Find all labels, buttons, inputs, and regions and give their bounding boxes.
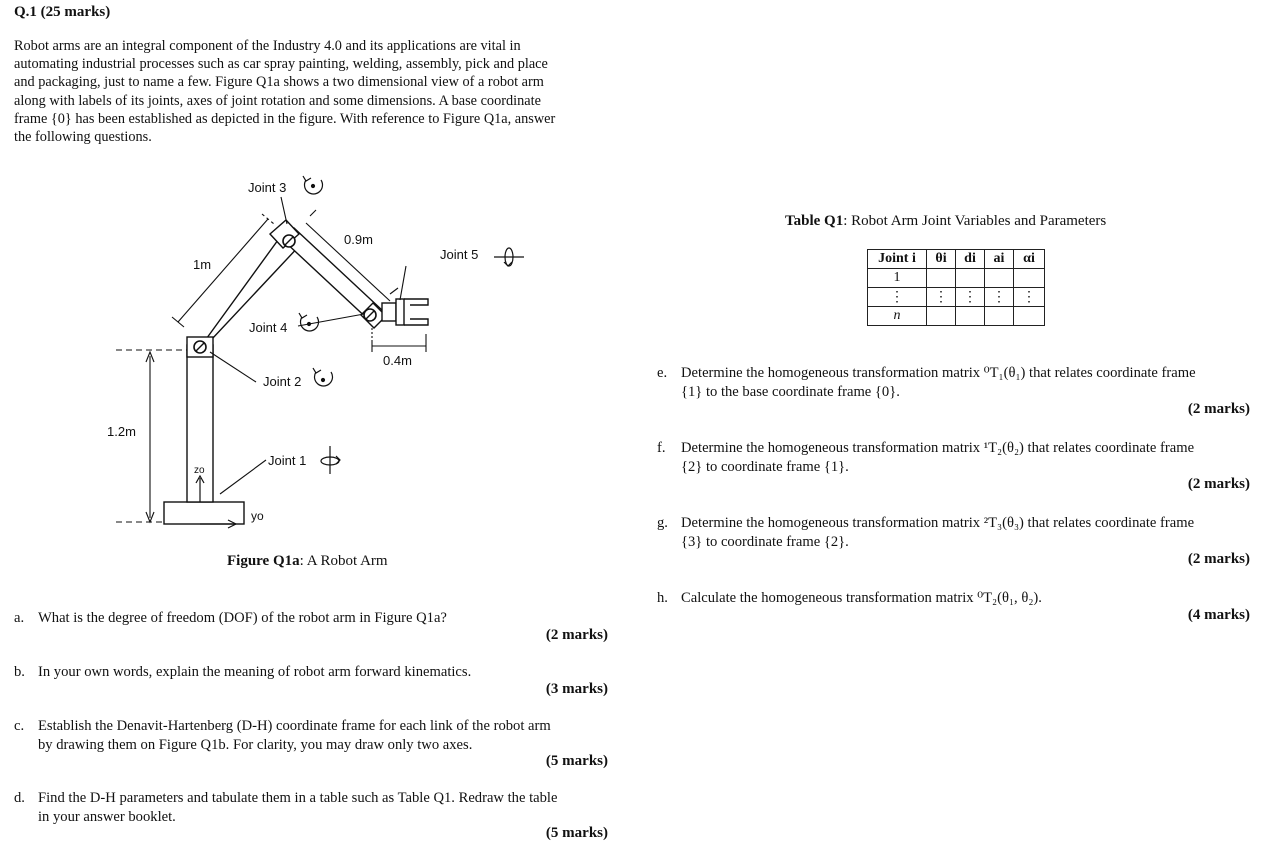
table-row — [868, 269, 1045, 288]
table-caption-rest: : Robot Arm Joint Variables and Parameters — [843, 213, 1107, 229]
label-joint4: Joint 4 — [249, 320, 288, 335]
table-cell — [1014, 269, 1045, 288]
label-dim-09m: 0.9m — [344, 232, 373, 247]
header-theta: θi — [927, 250, 956, 269]
dim-1m-line — [178, 219, 268, 322]
header-a: ai — [985, 250, 1014, 269]
gripper-jaw-top — [404, 299, 428, 305]
marks-g: (2 marks) — [1187, 551, 1250, 567]
gripper-body — [382, 303, 396, 321]
label-joint3: Joint 3 — [248, 180, 287, 195]
table-cell — [985, 307, 1014, 326]
question-label: e. — [657, 365, 668, 381]
label-joint5: Joint 5 — [440, 247, 479, 262]
intro-line: frame {0} has been established as depicted in the figure. With reference to Figure Q1a, answer — [14, 110, 556, 127]
marks-b: (3 marks) — [545, 681, 608, 697]
intro-line: automating industrial processes such as car spray painting, welding, assembly, pick and place — [14, 56, 548, 73]
joint2-pointer — [210, 352, 256, 382]
figure-caption — [227, 553, 388, 570]
table-cell — [927, 269, 956, 288]
rotation-symbol-joint4 — [299, 313, 319, 331]
intro-line: and packaging, just to name a few. Figure Q1a shows a two dimensional view of a robot arm — [14, 74, 544, 91]
question-text: Determine the homogeneous transformation matrix ¹T₂(θ₂) that relates coordinate frame — [681, 440, 1195, 456]
question-label: b. — [14, 664, 25, 680]
question-text: Determine the homogeneous transformation matrix ²T₃(θ₃) that relates coordinate frame — [681, 515, 1195, 531]
question-label: f. — [657, 440, 666, 456]
table-cell — [956, 269, 985, 288]
question-text: Establish the Denavit-Hartenberg (D-H) coordinate frame for each link of the robot arm — [38, 718, 551, 734]
marks-d: (5 marks) — [545, 825, 608, 841]
rotation-symbol-joint3 — [303, 176, 323, 194]
gripper-wrist — [396, 299, 404, 325]
table-cell — [985, 269, 1014, 288]
figure-caption-rest: : A Robot Arm — [299, 553, 388, 569]
marks-f: (2 marks) — [1187, 476, 1250, 492]
intro-line: the following questions. — [14, 129, 152, 146]
robot-base — [164, 502, 244, 524]
table-row — [868, 307, 1045, 326]
label-joint1: Joint 1 — [268, 453, 307, 468]
table-cell: ⋮ — [985, 288, 1014, 307]
marks-e: (2 marks) — [1187, 401, 1250, 417]
table-n: n — [893, 308, 901, 323]
label-joint2: Joint 2 — [263, 374, 302, 389]
question-text: by drawing them on Figure Q1b. For clarity, you may draw only two axes. — [38, 736, 473, 753]
question-text: Find the D-H parameters and tabulate them in a table such as Table Q1. Redraw the table — [38, 790, 558, 806]
label-y0: yo — [251, 509, 264, 523]
table-cell: 1 — [868, 269, 927, 288]
question-text: Calculate the homogeneous transformation matrix ⁰T₂(θ₁, θ₂). — [681, 590, 1042, 606]
header-d: di — [956, 250, 985, 269]
marks-a: (2 marks) — [545, 627, 608, 643]
figure-caption-bold: Figure Q1a — [227, 553, 300, 569]
question-text: Determine the homogeneous transformation matrix ⁰T₁(θ₁) that relates coordinate frame — [681, 365, 1196, 381]
joint1-pointer — [220, 460, 266, 494]
rotation-symbol-joint2 — [313, 368, 333, 386]
table-cell: ⋮ — [956, 288, 985, 307]
table-cell — [927, 307, 956, 326]
gripper-jaw-bottom — [404, 319, 428, 325]
dh-parameter-table — [867, 249, 1045, 326]
marks-c: (5 marks) — [545, 753, 608, 769]
question-label: a. — [14, 610, 25, 626]
joint5-pointer — [400, 266, 406, 300]
label-dim-12m: 1.2m — [107, 424, 136, 439]
intro-line: Robot arms are an integral component of the Industry 4.0 and its applications are vital in — [14, 38, 521, 54]
table-cell: ⋮ — [927, 288, 956, 307]
header-joint: Joint i — [868, 250, 927, 269]
robot-arm-figure — [90, 168, 550, 538]
table-cell — [1014, 307, 1045, 326]
question-title: Q.1 (25 marks) — [14, 4, 111, 20]
marks-h: (4 marks) — [1187, 607, 1250, 623]
question-text: {1} to the base coordinate frame {0}. — [681, 383, 900, 400]
table-caption — [785, 213, 1106, 230]
joint3-pointer — [281, 197, 287, 224]
table-cell: ⋮ — [868, 288, 927, 307]
question-text: {3} to coordinate frame {2}. — [681, 533, 849, 550]
table-caption-bold: Table Q1 — [785, 213, 844, 229]
label-z0: zo — [194, 465, 205, 476]
rotation-symbol-joint1 — [321, 446, 340, 474]
label-dim-1m: 1m — [193, 257, 212, 272]
question-label: g. — [657, 515, 668, 531]
intro-line: along with labels of its joints, axes of joint rotation and some dimensions. A base coordinate — [14, 92, 541, 109]
question-text: In your own words, explain the meaning of robot arm forward kinematics. — [38, 664, 472, 680]
table-header-row — [868, 250, 1045, 269]
label-dim-04m: 0.4m — [383, 353, 412, 368]
table-row — [868, 288, 1045, 307]
question-text: in your answer booklet. — [38, 808, 176, 825]
table-cell: ⋮ — [1014, 288, 1045, 307]
table-cell — [868, 307, 927, 326]
question-text: What is the degree of freedom (DOF) of the robot arm in Figure Q1a? — [38, 610, 447, 626]
intro-paragraph — [14, 37, 608, 146]
question-label: c. — [14, 718, 25, 734]
table-cell — [956, 307, 985, 326]
header-alpha: αi — [1014, 250, 1045, 269]
question-text: {2} to coordinate frame {1}. — [681, 458, 849, 475]
rotation-symbol-joint5 — [494, 248, 524, 266]
question-label: d. — [14, 790, 25, 806]
question-label: h. — [657, 590, 668, 606]
